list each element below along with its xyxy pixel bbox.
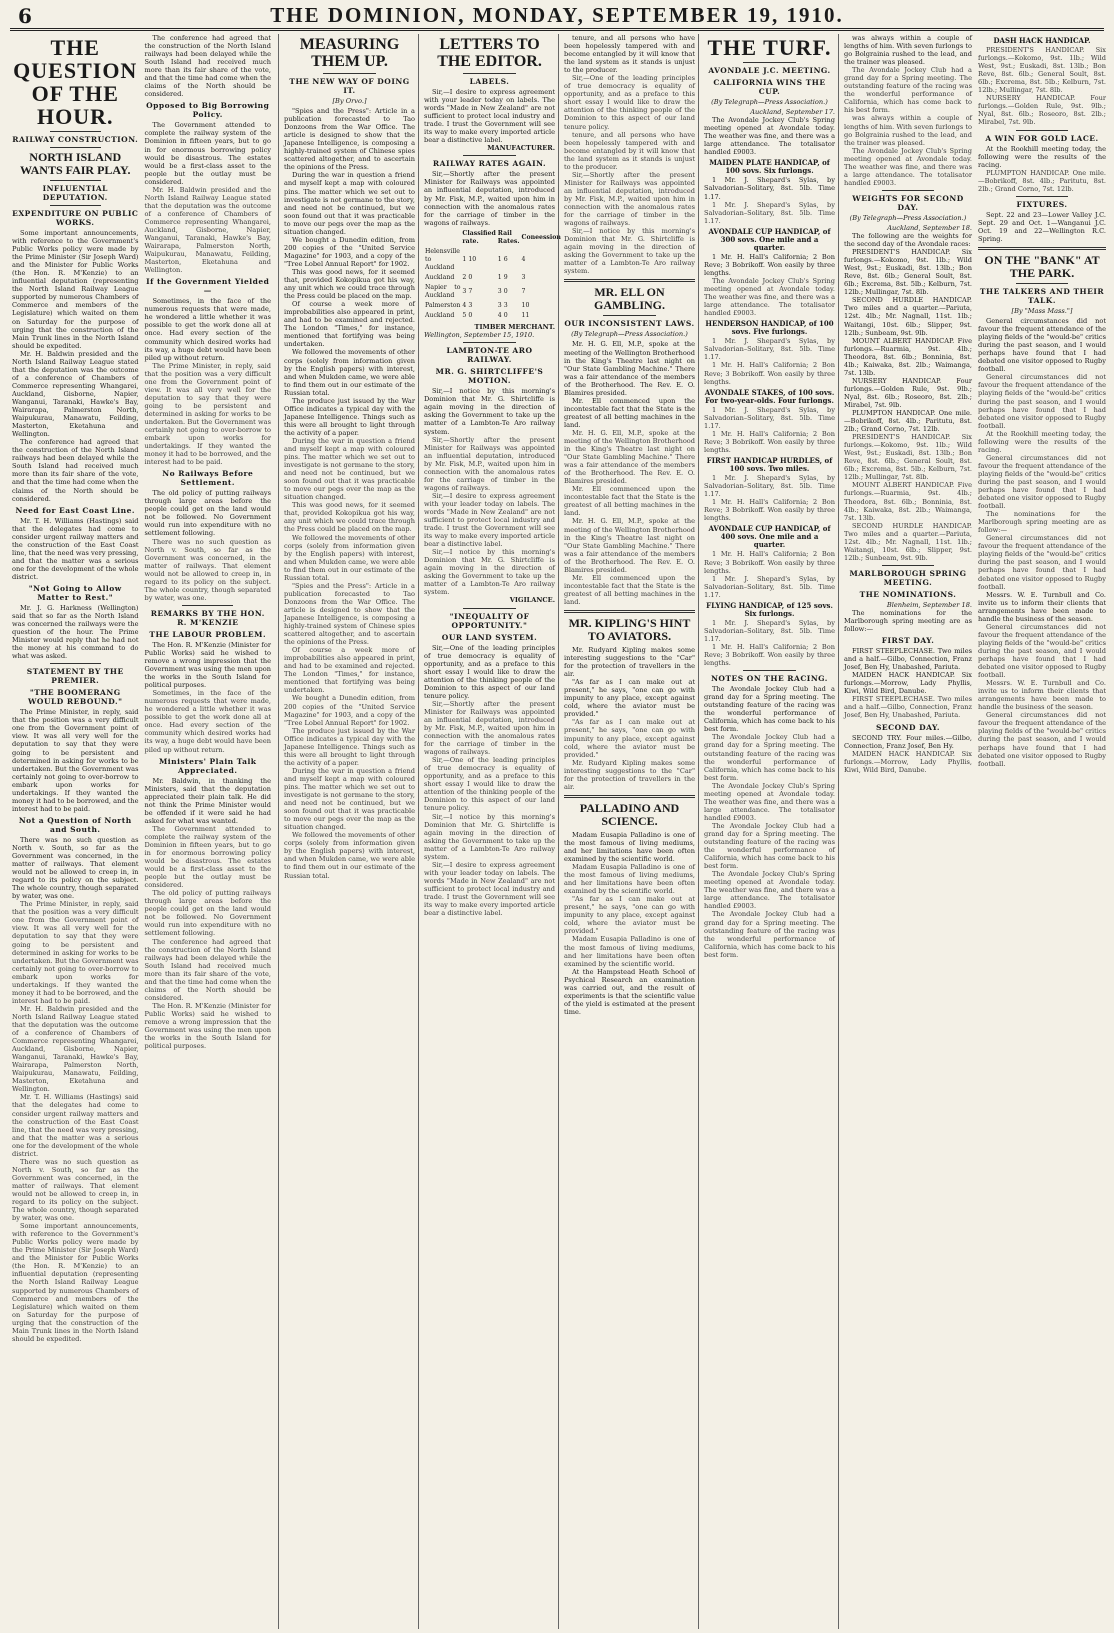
letter-signature: TIMBER MERCHANT. bbox=[474, 323, 555, 332]
column-racing-results bbox=[838, 34, 1106, 1629]
subhead-no-railways: No Railways Before Settlement. bbox=[162, 469, 254, 488]
race-entries: PLUMPTON HANDICAP. One mile.—Bobrikoff, 8st. 4lb.; Paritutu, 8st. 2lb.; Grand Corno, 7st. 12lb. bbox=[844, 409, 972, 434]
table-cell: Auckland bbox=[425, 273, 455, 281]
race-result: 1 Mr. H. Hall's California; 2 Bon Reve; 3 Bobrikoff. Won easily by three lengths. bbox=[704, 361, 835, 386]
article-paragraph: Sometimes, in the face of the numerous requests that were made, he wondered a little whether it was possible to get the work done all at once. Had every section of the community which desired works had its way, a huge debt would have been piled up without return. bbox=[144, 689, 271, 754]
table-cell: Helensville to Auckland bbox=[425, 247, 460, 271]
article-paragraph: General circumstances did not favour the frequent attendance of the playing fields of the "would-be" critics during the past season, and I would perhaps have found that I had debated one visitor opposed to Rugby football. bbox=[978, 453, 1106, 511]
race-heading: AVONDALE CUP HANDICAP, of 400 sovs. One mile and a quarter. bbox=[708, 524, 831, 550]
article-paragraph: At the Rookhill meeting today, the following were the results of the racing. bbox=[978, 144, 1106, 169]
subhead-avondale: AVONDALE J.C. MEETING. bbox=[708, 66, 831, 75]
article-paragraph: Mr. H. G. Ell, M.P., spoke at the meeting of the Wellington Brotherhood in the King's Theatre last night on "Our State Gambling Machine." There was a fair attendance of the members of the Brotherhood. The Rev. E. O. Blamires presided. bbox=[564, 517, 696, 574]
article-paragraph: The Avondale Jockey Club had a grand day for a Spring meeting. The outstanding feature of the racing was the wonderful performance of California, which has come back to his best form. bbox=[844, 66, 972, 115]
table-cell: Napier to Auckland bbox=[425, 283, 461, 300]
race-entries: MAIDEN HACK HANDICAP. Six furlongs.—Morrow, Lady Phyllis, Kiwi, Wild Bird, Danube. bbox=[844, 749, 972, 774]
race-heading: AVONDALE STAKES, of 100 sovs. For two-year-olds. Four furlongs. bbox=[704, 387, 835, 405]
table-header: Rail Rates. bbox=[497, 229, 520, 245]
article-paragraph: The Hon. R. M'Kenzie (Minister for Public Works) said he wished to remove a wrong impression that the Government was using the men upon the works in the South Island for political purposes. bbox=[144, 640, 271, 690]
subhead-yielded: If the Government Yielded— bbox=[146, 277, 270, 296]
article-paragraph: Madam Eusapia Palladino is one of the most famous of living mediums, and her limitations have been often examined by the scientific world. bbox=[564, 935, 695, 968]
article-paragraph: During the war in question a friend and myself kept a map with coloured pins. The matter which we set out to investigate is not germane to the story, and need not be continued, but we soon found out that it was practicable to move our pegs over the map as the situation changed. bbox=[284, 436, 415, 502]
article-paragraph: The following are the weights for the second day of the Avondale races: bbox=[844, 231, 972, 249]
article-paragraph: General circumstances did not favour the frequent attendance of the playing fields of the "would-be" critics during the past season, and I would perhaps have found that I had debated one visitor opposed to Rugby football. bbox=[978, 711, 1106, 768]
subhead-premier: STATEMENT BY THE PREMIER. bbox=[26, 667, 124, 686]
race-result: 1 Mr. J. Shepard's Sylas, by Salvadorian–Solitary, 8st. 5lb. Time 1.17. bbox=[704, 618, 835, 643]
article-paragraph: There was no such question as North v. South, so far as the Government was concerned, in the matter of railways. That element would not be allowed to creep in, in regard to its policy on the subject. The whole country, though separated by water, was one. bbox=[144, 537, 271, 602]
table-cell: 4 3 bbox=[462, 302, 473, 310]
race-result: 1 Mr. H. Hall's California; 2 Bon Reve; 3 Bobrikoff. Won easily by three lengths. bbox=[704, 643, 835, 668]
race-heading: MAIDEN PLATE HANDICAP, of 100 sovs. Six furlongs. bbox=[709, 158, 830, 176]
dateline: Auckland, September 18. bbox=[887, 223, 972, 232]
subhead-boomerang: "THE BOOMERANG WOULD REBOUND." bbox=[28, 688, 123, 707]
race-entries: FIRST STEEPLECHASE. Two miles and a half.—Gilbo, Connection, Franz Josef, Ben Hy, Unabashed, Pariuta. bbox=[844, 695, 972, 720]
letter-paragraph: tenure, and all persons who have been hopelessly tampered with and become entangled by it will know that the land system as it stands is unjust to the producer. bbox=[564, 130, 695, 171]
subhead-deputation: INFLUENTIAL DEPUTATION. bbox=[42, 184, 108, 202]
subhead-north-south: Not a Question of North and South. bbox=[18, 815, 132, 834]
table-cell: Auckland bbox=[425, 312, 455, 320]
byline: [By "Mass Mass."] bbox=[1011, 306, 1073, 315]
subhead-not-allow: "Not Going to Allow Matter to Rest." bbox=[28, 583, 122, 602]
table-header: Coneession bbox=[521, 233, 561, 241]
article-paragraph: We followed the movements of other corps (solely from information given by the English papers) with interest, and when Mukden came, we were able to find them out in our estimate of the Russian total. bbox=[284, 348, 415, 397]
article-paragraph: Madam Eusapia Palladino is one of the most famous of living mediums, and her limitations have been often examined by the scientific world. bbox=[564, 830, 695, 863]
race-entries: PLUMPTON HANDICAP. One mile.—Bobrikoff, 8st. 4lb.; Paritutu, 8st. 2lb.; Grand Corno, 7st. 12lb. bbox=[978, 168, 1106, 193]
race-entries: MOUNT ALBERT HANDICAP. Five furlongs.—Ruarmia, 9st. 4lb.; Theodora, 8st. 6lb.; Bonninia, 8st. 4lb.; Kaiwaka, 8st. 2lb.; Waimanga, 7st. 13lb. bbox=[844, 481, 972, 522]
article-paragraph: General circumstances did not favour the frequent attendance of the playing fields of the "would-be" critics during the past season, and I would perhaps have found that I had debated one visitor opposed to Rugby football. bbox=[978, 622, 1106, 680]
fixtures-list: Sept. 22 and 23—Lower Valley J.C. Sept. 29 and Oct. 1—Wanganui J.C. Oct. 19 and 22—Wellington R.C. Spring. bbox=[978, 210, 1106, 243]
article-paragraph: Mr. Rudyard Kipling makes some interesting suggestions to the "Car" for the protection of travellers in the air. bbox=[564, 646, 695, 679]
subhead-expenditure: EXPENDITURE ON PUBLIC WORKS. bbox=[12, 209, 139, 227]
table-cell: 4 0 bbox=[497, 312, 508, 320]
race-result: 1 Mr. H. Hall's California; 2 Bon Reve; 3 Bobrikoff. Won easily by three lengths. bbox=[704, 429, 835, 454]
article-paragraph: The conference had agreed that the construction of the North Island railways had been delayed while the South Island had received much more than its fair share of the vote, and that the time had come when the claims of the North should be considered. bbox=[144, 34, 271, 99]
article-paragraph: There was no such question as North v. South, so far as the Government was concerned, in the matter of railways. That element would not be allowed to creep in, in regard to its policy on the subject. The whole country, though separated by water, was one. bbox=[12, 835, 139, 901]
subhead-gold-lace: A WIN FOR GOLD LACE. bbox=[985, 133, 1099, 143]
race-result: 1 Mr. J. Shepard's Sylas, by Salvadorian–Solitary, 8st. 5lb. Time 1.17. bbox=[704, 200, 835, 225]
table-header: Classified rate. bbox=[462, 229, 496, 245]
article-paragraph: Messrs. W. E. Turnbull and Co. invite us to inform their clients that arrangements have been made to handle the business of the season. bbox=[978, 679, 1106, 712]
article-paragraph: was always within a couple of lengths of him. With seven furlongs to go Bolgrainia rushed to the lead, and the trainer was pleased. bbox=[844, 34, 972, 67]
column-turf bbox=[698, 34, 835, 1629]
subhead-labels: LABELS. bbox=[469, 77, 510, 86]
headline-question-of-hour: THE QUESTION OF THE HOUR. bbox=[13, 35, 138, 129]
byline: [By Orvo.] bbox=[332, 97, 367, 105]
article-paragraph: The Prime Minister, in reply, said that the position was a very difficult one from the Government point of view. It was all very well for the deputation to say that they were going to be persistent and determined in asking for works to be undertaken. But the Government was certainly not going to over-borrow to embark upon works for undertakings. If they wanted the money it had to be borrowed, and the interest had to be paid. bbox=[12, 900, 139, 1005]
subhead-borrowing: Opposed to Big Borrowing Policy. bbox=[146, 101, 270, 120]
letter-paragraph: Sir,—Shortly after the present Minister for Railways was appointed an influential deputation, introduced by Mr. Fisk, M.P., waited upon him in connection with the anomalous rates for the carriage of timber in the wagons of railways. bbox=[424, 170, 555, 227]
article-paragraph: Mr. H. G. Ell, M.P., spoke at the meeting of the Wellington Brotherhood in the King's Theatre last night on "Our State Gambling Machine." There was a fair attendance of the members of the Brotherhood. The Rev. E. O. Blamires presided. bbox=[564, 340, 696, 397]
article-paragraph: The Avondale Jockey Club's Spring meeting opened at Avondale today. The weather was fine, and there was a large attendance. The totalisator handled £9003. bbox=[844, 146, 972, 187]
race-entries: NURSERY HANDICAP. Four furlongs.—Golden Rule, 9st. 9lb.; Nyal, 8st. 6lb.; Roseoro, 8st. 2lb.; Mirabel, 7st. 9lb. bbox=[844, 376, 972, 409]
article-paragraph: During the war in question a friend and myself kept a map with coloured pins. The matter which we set out to investigate is not germane to the story, and need not be continued, but we soon found out that it was practicable to move our pegs over the map as the situation changed. bbox=[284, 766, 415, 832]
subhead-fixtures: FIXTURES. bbox=[1016, 199, 1068, 209]
table-row bbox=[424, 247, 562, 273]
byline: (By Telegraph—Press Association.) bbox=[571, 330, 688, 339]
masthead-title: THE DOMINION, MONDAY, SEPTEMBER 19, 1910. bbox=[270, 3, 844, 27]
article-paragraph: The Avondale Jockey Club's Spring meeting opened at Avondale today. The weather was fine, and there was a large attendance. The totalisator handled £9003. bbox=[704, 116, 835, 157]
article-paragraph: There was no such question as North v. South, so far as the Government was concerned, in the matter of railways. That element would not be allowed to creep in, in regard to its policy on the subject. The whole country, though separated by water, was one. bbox=[12, 1157, 139, 1223]
article-paragraph: "Spies and the Press": Article in a publication forecasted to Tao Donzoons from the War Office. The article is designed to show that the Japanese Intelligence, is composing a highly-trained system of Chinese spies scattered altogether, and to ascertain the opinions of the Press. bbox=[284, 107, 415, 172]
article-paragraph: Of course a week more of improbabilities also appeared in print, and had to be examined and rejected. The London "Times," for instance, mentioned that fortifying was being undertaken. bbox=[284, 300, 415, 349]
race-entries: MAIDEN HACK HANDICAP. Six furlongs.—Morrow, Lady Phyllis, Kiwi, Wild Bird, Danube. bbox=[844, 671, 972, 696]
subhead-talkers: THE TALKERS AND THEIR TALK. bbox=[979, 286, 1105, 305]
article-paragraph: General circumstances did not favour the frequent attendance of the playing fields of the "would-be" critics during the past season, and I would perhaps have found that I had debated one visitor opposed to Rugby football. bbox=[978, 373, 1106, 430]
column-gambling bbox=[558, 34, 695, 1629]
race-result: 1 Mr. J. Shepard's Sylas, by Salvadorian–Solitary, 8st. 5lb. Time 1.17. bbox=[704, 405, 835, 430]
race-result: 1 Mr. J. Shepard's Sylas, by Salvadorian–Solitary, 8st. 5lb. Time 1.17. bbox=[704, 474, 835, 499]
article-paragraph: Mr. H. Baldwin presided and the North Island Railway League stated that the deputation was the outcome of a conference of Chambers of Commerce representing Whangarei, Auckland, Gisborne, Napier, Wanganui, Taranaki, Hawke's Bay, Wairarapa, Palmerston North, Waipukurau, Manawatu, Feilding, Masterton, Eketahuna and Wellington. bbox=[12, 349, 139, 439]
dateline: Auckland, September 17. bbox=[750, 108, 835, 117]
race-heading: DASH HACK HANDICAP. bbox=[993, 36, 1091, 45]
article-paragraph: Mr. J. G. Harkness (Wellington) said that so far as the North Island was concerned the railways were the question of the hour. The Prime Minister would reply that he had not the money at his command to do what was asked. bbox=[12, 603, 139, 661]
page-number: 6 bbox=[18, 4, 32, 28]
masthead bbox=[10, 2, 1104, 31]
table-cell: 1 6 bbox=[497, 255, 508, 263]
headline-turf: THE TURF. bbox=[707, 35, 832, 60]
byline: (By Telegraph—Press Association.) bbox=[849, 213, 967, 222]
article-paragraph: Of course a week more of improbabilities also appeared in print, and had to be examined and rejected. The London "Times," for instance, mentioned that fortifying was being undertaken. bbox=[284, 646, 415, 695]
article-paragraph: This was good news, for it seemed that, provided Kokopikua got his way, any unit which we could trace through the Press could be placed on the map. bbox=[284, 267, 415, 301]
article-paragraph: The conference had agreed that the construction of the North Island railways had been delayed while the South Island had received much more than its fair share of the vote, and that the time had come when the claims of the North should be considered. bbox=[144, 937, 271, 1002]
subhead-first-day: FIRST DAY. bbox=[881, 636, 935, 646]
letter-paragraph: Sir,—I desire to express agreement with your leader today on labels. The words "Made in New Zealand" are not sufficient to protect local industry and trade. I trust the Government will see its way to make every imported article bear a distinctive label. bbox=[424, 88, 555, 145]
subhead-shirtcliffe: MR. G. SHIRTCLIFFE'S MOTION. bbox=[435, 367, 544, 386]
article-paragraph: Mr. Ell commenced upon the incontestable fact that the State is the greatest of all betting machines in the land. bbox=[564, 485, 695, 518]
article-paragraph: Mr. Rudyard Kipling makes some interesting suggestions to the "Car" for the protection of travellers in the air. bbox=[564, 758, 695, 791]
letter-paragraph: Sir,—Shortly after the present Minister for Railways was appointed an influential deputation, introduced by Mr. Fisk, M.P., waited upon him in connection with the anomalous rates for the carriage of timber in the wagons of railways. bbox=[424, 435, 555, 492]
race-entries: NURSERY HANDICAP. Four furlongs.—Golden Rule, 9st. 9lb.; Nyal, 8st. 6lb.; Roseoro, 8st. 2lb.; Mirabel, 7st. 9lb. bbox=[978, 94, 1106, 127]
article-paragraph: The Prime Minister, in reply, said that the position was a very difficult one from the Government point of view. It was all very well for the deputation to say that they were going to be persistent and determined in asking for works to be undertaken. But the Government was certainly not going to over-borrow to embark upon works for undertakings. If they wanted the money it had to be borrowed, and the interest had to be paid. bbox=[144, 361, 271, 467]
table-cell: 3 bbox=[521, 273, 526, 281]
table-cell: 10 bbox=[521, 302, 530, 310]
subhead-california: CALIFORNIA WINS THE CUP. bbox=[713, 78, 826, 96]
race-heading: FIRST HANDICAP HURDLES, of 100 sovs. Two miles. bbox=[706, 455, 833, 474]
rates-table bbox=[424, 229, 562, 321]
letter-paragraph: Sir,—Shortly after the present Minister for Railways was appointed an influential deputation, introduced by Mr. Fisk, M.P., waited upon him in connection with the anomalous rates for the carriage of timber in the wagons of railways. bbox=[424, 699, 555, 757]
subcolumn-right bbox=[145, 34, 272, 1343]
article-paragraph: The Hon. R. M'Kenzie (Minister for Public Works) said he wished to remove a wrong impression that the Government was using the men upon the works in the South Island for political purposes. bbox=[144, 1001, 271, 1051]
article-paragraph: Mr. Ell commenced upon the incontestable fact that the State is the greatest of all betting machines in the land. bbox=[564, 396, 695, 429]
letter-paragraph: Sir,—I desire to express agreement with your leader today on labels. The words "Made in New Zealand" are not sufficient to protect local industry and trade. I trust the Government will see its way to make every imported article bear a distinctive label. bbox=[424, 860, 555, 918]
subcolumn-right bbox=[978, 34, 1106, 774]
table-cell: 4 bbox=[521, 255, 526, 263]
article-paragraph: Mr. Baldwin, in thanking the Ministers, said that the deputation appreciated their plain talk. He did not think the Prime Minister would be offended if it were said he had asked for what was wanted. bbox=[144, 776, 271, 825]
article-paragraph: The Avondale Jockey Club's Spring meeting opened at Avondale today. The weather was fine, and there was a large attendance. The totalisator handled £9003. bbox=[704, 870, 835, 911]
race-entries: PRESIDENT'S HANDICAP. Six furlongs.—Kokomo, 9st. 1lb.; Wild West, 9st.; Euskadi, 8st. 13lb.; Bon Reve, 8st. 6lb.; General Soult, 8st. 6lb.; Excrema, 8st. 5lb.; Kelburn, 7st. 12lb.; Mullingar, 7st. 8lb. bbox=[844, 248, 972, 297]
subhead-railway-construction: RAILWAY CONSTRUCTION. bbox=[12, 135, 139, 144]
article-paragraph: Mr. H. G. Ell, M.P., spoke at the meeting of the Wellington Brotherhood in the King's Theatre last night on "Our State Gambling Machine." There was a fair attendance of the members of the Brotherhood. The Rev. E. O. Blamires presided. bbox=[564, 428, 696, 486]
headline-ell-gambling: MR. ELL ON GAMBLING. bbox=[593, 285, 665, 313]
letter-paragraph: Sir,—I notice by this morning's Dominion that Mr. G. Shirtcliffe is again moving in the direction of asking the Government to take up the matter of a Lambton-Te Aro railway system. bbox=[424, 812, 555, 861]
article-paragraph: The Avondale Jockey Club's Spring meeting opened at Avondale today. The weather was fine, and there was a large attendance. The totalisator handled £9003. bbox=[704, 781, 835, 822]
article-paragraph: The Avondale Jockey Club had a grand day for a Spring meeting. The outstanding feature of the racing was the wonderful performance of California, which has come back to his best form. bbox=[704, 685, 835, 734]
table-cell: 5 0 bbox=[462, 312, 473, 320]
letter-paragraph: tenure, and all persons who have been hopelessly tampered with and become entangled by it will know that the land system as it stands is unjust to the producer. bbox=[564, 34, 695, 75]
article-paragraph: Mr. H. Baldwin presided and the North Island Railway League stated that the deputation was the outcome of a conference of Chambers of Commerce representing Whangarei, Auckland, Gisborne, Napier, Wanganui, Taranaki, Hawke's Bay, Wairarapa, Palmerston North, Waipukurau, Manawatu, Feilding, Masterton, Eketahuna and Wellington. bbox=[144, 185, 271, 275]
article-paragraph: "As far as I can make out at present," he says, "one can go with impunity to any place, except against cold, where the aviator must be provided." bbox=[564, 895, 695, 936]
article-paragraph: "As far as I can make out at present," he says, "one can go with impunity to any place, except against cold, where the aviator must be provided." bbox=[564, 718, 695, 759]
table-cell: 11 bbox=[521, 312, 530, 320]
table-cell: 3 0 bbox=[497, 288, 508, 295]
dateline: Blenheim, September 18. bbox=[886, 600, 972, 609]
article-paragraph: The conference had agreed that the construction of the North Island railways had been delayed while the South Island had received much more than its fair share of the vote, and that the time had come when the claims of the North should be considered. bbox=[12, 438, 139, 503]
article-paragraph: The old policy of putting railways through large areas before the people could get on the land would not be followed. No Government would run into expenditure with no settlement following. bbox=[144, 889, 271, 938]
headline-measuring: MEASURING THEM UP. bbox=[299, 36, 400, 70]
article-paragraph: Mr. T. H. Williams (Hastings) said that the delegates had come to consider urgent railway matters and the construction of the East Coast line, that the need was very pressing, and that the matter was a serious one for the development of the whole district. bbox=[12, 516, 139, 581]
article-paragraph: We bought a Dunedin edition, from 200 copies of the "United Service Magazine" for 1903, and a copy of the "Tree Lobel Annual Report" for 1902. bbox=[284, 235, 415, 268]
article-paragraph: "Spies and the Press": Article in a publication forecasted to Tao Donzoons from the War Office. The article is designed to show that the Japanese Intelligence, is composing a highly-trained system of Chinese spies scattered altogether, and to ascertain the opinions of the Press. bbox=[284, 581, 415, 647]
table-row bbox=[424, 273, 562, 283]
table-cell: 3 3 bbox=[497, 302, 508, 310]
column-railways bbox=[12, 34, 271, 1629]
article-paragraph: was always within a couple of lengths of him. With seven furlongs to go Bolgrainia rushed to the lead, and the trainer was pleased. bbox=[844, 114, 972, 147]
article-paragraph: The Avondale Jockey Club had a grand day for a Spring meeting. The outstanding feature of the racing was the wonderful performance of California, which has come back to his best form. bbox=[704, 733, 835, 782]
race-entries: PRESIDENT'S HANDICAP. Six furlongs.—Kokomo, 9st. 1lb.; Wild West, 9st.; Euskadi, 8st. 13lb.; Bon Reve, 8st. 6lb.; General Soult, 8st. 6lb.; Excrema, 8st. 5lb.; Kelburn, 7st. 12lb.; Mullingar, 7st. 8lb. bbox=[844, 433, 972, 482]
article-paragraph: The old policy of putting railways through large areas before the people could get on the land would not be followed. No Government would run into expenditure with no settlement following. bbox=[144, 489, 271, 538]
article-paragraph: "As far as I can make out at present," he says, "one can go with impunity to any place, except against cold, where the aviator must be provided." bbox=[564, 678, 695, 719]
table-cell: 7 bbox=[521, 288, 526, 295]
race-entries: SECOND TRY. Four miles.—Gilbo, Connection, Franz Josef, Ben Hy. bbox=[844, 733, 972, 750]
subhead-weights: WEIGHTS FOR SECOND DAY. bbox=[852, 193, 964, 212]
race-result: 1 Mr. J. Shepard's Sylas, by Salvadorian–Solitary, 8st. 5lb. Time 1.17. bbox=[704, 176, 835, 201]
letter-paragraph: Sir,—I desire to express agreement with your leader today on labels. The words "Made in New Zealand" are not sufficient to protect local industry and trade. I trust the Government will see its way to make every imported article bear a distinctive label. bbox=[424, 491, 555, 549]
race-heading: FLYING HANDICAP, of 125 sovs. Six furlongs. bbox=[706, 600, 833, 618]
article-paragraph: The Prime Minister, in reply, said that the position was a very difficult one from the Government point of view. It was all very well for the deputation to say that they were going to be persistent and determined in asking for works to be undertaken. But the Government was certainly not going to over-borrow to embark upon works for undertakings. If they wanted the money it had to be borrowed, and the interest had to be paid. bbox=[12, 708, 139, 813]
letter-paragraph: Sir,—I notice by this morning's Dominion that Mr. G. Shirtcliffe is again moving in the direction of asking the Government to take up the matter of a Lambton-Te Aro railway system. bbox=[564, 227, 695, 276]
race-entries: SECOND HURDLE HANDICAP. Two miles and a quarter.—Pariuta, 12st. 4lb.; Mr. Nagnall, 11st. 1lb.; Waitangi, 10st. 6lb.; Slipper, 9st. 12lb.; Sunbeam, 9st. 9lb. bbox=[844, 296, 972, 337]
subhead-marlborough: MARLBOROUGH SPRING MEETING. bbox=[849, 568, 967, 587]
column-measuring bbox=[278, 34, 415, 1629]
subhead-plain-talk: Ministers' Plain Talk Appreciated. bbox=[158, 756, 257, 775]
letter-paragraph: Sir,—One of the leading principles of true democracy is equality of opportunity, and as a preface to this short essay I would like to draw the attention of the thinking people of the Dominion to this aspect of our land tenure policy. bbox=[424, 756, 555, 813]
article-paragraph: Messrs. W. E. Turnbull and Co. invite us to inform their clients that arrangements have been made to handle the business of the season. bbox=[978, 590, 1106, 623]
subhead-labour: THE LABOUR PROBLEM. bbox=[149, 629, 267, 639]
column-letters bbox=[418, 34, 561, 1629]
article-paragraph: The nominations for the Marlborough spring meeting are as follow:— bbox=[978, 510, 1106, 535]
table-row bbox=[424, 283, 562, 301]
race-result: The Avondale Jockey Club's Spring meeting opened at Avondale today. The weather was fine, and there was a large attendance. The totalisator handled £9003. bbox=[704, 276, 835, 318]
letter-signature: MANUFACTURER. bbox=[487, 144, 555, 153]
table-cell: 3 7 bbox=[462, 288, 473, 295]
article-paragraph: The Avondale Jockey Club had a grand day for a Spring meeting. The outstanding feature of the racing was the wonderful performance of California, which has come back to his best form. bbox=[704, 821, 835, 871]
article-paragraph: The produce just issued by the War Office indicates a typical day with the Japanese Intelligence. Things such as this were all brought to light through the activity of a paper. bbox=[284, 396, 415, 437]
article-paragraph: At the Hampstead Heath School of Psychical Research an examination was carried out, and the result of experiments is that the scientific value of the yield is estimated at the present time. bbox=[564, 967, 695, 1016]
article-paragraph: Mr. T. H. Williams (Hastings) said that the delegates had come to consider urgent railway matters and the construction of the East Coast line, that the need was very pressing, and that the matter was a serious one for the development of the whole district. bbox=[12, 1093, 139, 1158]
subhead-railway-rates: RAILWAY RATES AGAIN. bbox=[432, 159, 547, 169]
article-paragraph: General circumstances did not favour the frequent attendance of the playing fields of the "would-be" critics during the past season, and I would perhaps have found that I had debated one visitor opposed to Rugby football. bbox=[978, 534, 1106, 591]
article-paragraph: We bought a Dunedin edition, from 200 copies of the "United Service Magazine" for 1903, and a copy of the "Tree Lobel Annual Report" for 1902. bbox=[284, 694, 415, 727]
article-paragraph: General circumstances did not favour the frequent attendance of the playing fields of the "would-be" critics during the past season, and I would perhaps have found that I had debated one visitor opposed to Rugby football. bbox=[978, 317, 1106, 374]
subhead-new-way: THE NEW WAY OF DOING IT. bbox=[289, 77, 410, 95]
race-result: 1 Mr. J. Shepard's Sylas, by Salvadorian–Solitary, 8st. 5lb. Time 1.17. bbox=[704, 337, 835, 362]
letter-paragraph: Sir,—Shortly after the present Minister for Railways was appointed an influential deputation, introduced by Mr. Fisk, M.P., waited upon him in connection with the anomalous rates for the carriage of timber in the wagons of railways. bbox=[564, 170, 695, 228]
headline-palladino: PALLADINO AND SCIENCE. bbox=[579, 800, 680, 828]
article-paragraph: Mr. H. Baldwin presided and the North Island Railway League stated that the deputation was the outcome of a conference of Chambers of Commerce representing Whangarei, Auckland, Gisborne, Napier, Wanganui, Taranaki, Hawke's Bay, Wairarapa, Palmerston North, Waipukurau, Manawatu, Feilding, Masterton, Eketahuna and Wellington. bbox=[12, 1004, 139, 1094]
table-row bbox=[424, 301, 562, 311]
article-paragraph: During the war in question a friend and myself kept a map with coloured pins. The matter which we set out to investigate is not germane to the story, and need not be continued, but we soon found out that it was practicable to move our pegs over the map as the situation changed. bbox=[284, 171, 415, 236]
headline-north-island: NORTH ISLAND WANTS FAIR PLAY. bbox=[19, 150, 131, 177]
race-entries: PRESIDENT'S HANDICAP. Six furlongs.—Kokomo, 9st. 1lb.; Wild West, 9st.; Euskadi, 8st. 13lb.; Bon Reve, 8st. 6lb.; General Soult, 8st. 6lb.; Excrema, 8st. 5lb.; Kelburn, 7st. 12lb.; Mullingar, 7st. 8lb. bbox=[978, 46, 1106, 95]
article-paragraph: This was good news, for it seemed that, provided Kokopikua got his way, any unit which we could trace through the Press could be placed on the map. bbox=[284, 501, 415, 534]
race-heading: AVONDALE CUP HANDICAP, of 300 sovs. One mile and a quarter. bbox=[708, 226, 831, 252]
article-paragraph: Some important announcements, with reference to the Government's Public Works policy were made by the Prime Minister (Sir Joseph Ward) and the Minister for Public Works (the Hon. R. M'Kenzie) to an influential deputation (representing the North Island Railway League supported by numerous Chambers of Commerce and members of the Legislature) which waited on them on Saturday for the purpose of urging that the construction of the Main Trunk lines in the North Island should be expedited. bbox=[12, 1222, 139, 1343]
article-paragraph: The Avondale Jockey Club had a grand day for a Spring meeting. The outstanding feature of the racing was the wonderful performance of California, which has come back to his best form. bbox=[704, 910, 835, 959]
headline-letters: LETTERS TO THE EDITOR. bbox=[437, 36, 542, 70]
race-heading: HENDERSON HANDICAP, of 100 sovs. Five furlongs. bbox=[705, 319, 834, 337]
race-result: 1 Mr. H. Hall's California; 2 Bon Reve; 3 Bobrikoff. Won easily by three lengths. bbox=[704, 252, 835, 277]
article-paragraph: The nominations for the Marlborough spring meeting are as follow:— bbox=[844, 608, 972, 634]
subhead-inconsistent-laws: OUR INCONSISTENT LAWS. bbox=[564, 319, 695, 329]
table-row bbox=[424, 311, 562, 321]
race-result: 1 Mr. H. Hall's California; 2 Bon Reve; 3 Bobrikoff. Won easily by three lengths. bbox=[704, 498, 835, 523]
headline-bank: ON THE "BANK" AT THE PARK. bbox=[984, 252, 1100, 280]
subcolumn-left bbox=[844, 34, 972, 774]
letter-signature: VIGILANCE. bbox=[509, 596, 555, 605]
article-paragraph: We followed the movements of other corps (solely from information given by the English papers) with interest, and when Mukden came, we were able to find them out in our estimate of the Russian total. bbox=[284, 831, 415, 880]
article-paragraph: Some important announcements, with reference to the Government's Public Works policy were made by the Prime Minister (Sir Joseph Ward) and the Minister for Public Works (the Hon. R. M'Kenzie) to an influential deputation (representing the North Island Railway League supported by numerous Chambers of Commerce and members of the Legislature) which waited on them on Saturday for the purpose of urging that the construction of the Main Trunk lines in the North Island should be expedited. bbox=[12, 229, 139, 350]
subhead-notes: NOTES ON THE RACING. bbox=[711, 674, 828, 684]
article-paragraph: The Government attended to complete the railway system of the Dominion in fifteen years, but to go in for enormous borrowing policy would be disastrous. The estates would be a first-class asset to the people but the outlay must be considered. bbox=[144, 824, 271, 890]
article-paragraph: Sometimes, in the face of the numerous requests that were made, he wondered a little whether it was possible to get the work done all at once. Had every section of the community which desired works had its way, a huge debt would have been piled up without return. bbox=[144, 297, 271, 362]
article-paragraph: Madam Eusapia Palladino is one of the most famous of living mediums, and her limitations have been often examined by the scientific world. bbox=[564, 863, 695, 896]
table-cell: Palmerston bbox=[425, 302, 461, 310]
subcolumn-left bbox=[12, 34, 139, 1343]
article-paragraph: At the Rookhill meeting today, the following were the results of the racing. bbox=[978, 429, 1106, 454]
subhead-lambton: LAMBTON-TE ARO RAILWAY. bbox=[446, 346, 533, 365]
subhead-nominations: THE NOMINATIONS. bbox=[859, 589, 957, 599]
letter-paragraph: Sir,—I notice by this morning's Dominion that Mr. G. Shirtcliffe is again moving in the direction of asking the Government to take up the matter of a Lambton-Te Aro railway system. bbox=[424, 387, 555, 436]
letter-paragraph: Sir,—One of the leading principles of true democracy is equality of opportunity, and as a preface to this short essay I would like to draw the attention of the thinking people of the Dominion to this aspect of our land tenure policy. bbox=[564, 74, 695, 131]
race-entries: SECOND HURDLE HANDICAP. Two miles and a quarter.—Pariuta, 12st. 4lb.; Mr. Nagnall, 11st. 1lb.; Waitangi, 10st. 6lb.; Slipper, 9st. 12lb.; Sunbeam, 9st. 9lb. bbox=[844, 521, 972, 562]
subhead-land-system: OUR LAND SYSTEM. bbox=[441, 632, 538, 642]
letter-paragraph: Sir,—I notice by this morning's Dominion that Mr. G. Shirtcliffe is again moving in the direction of asking the Government to take up the matter of a Lambton-Te Aro railway system. bbox=[424, 548, 555, 597]
article-paragraph: Mr. Ell commenced upon the incontestable fact that the State is the greatest of all betting machines in the land. bbox=[564, 573, 695, 606]
table-cell: 1 9 bbox=[497, 273, 508, 281]
subhead-mkenzie: REMARKS BY THE HON. R. M'KENZIE bbox=[150, 608, 265, 627]
table-cell: 1 10 bbox=[462, 255, 477, 263]
article-paragraph: The Government attended to complete the railway system of the Dominion in fifteen years, but to go in for enormous borrowing policy would be disastrous. The estates would be a first-class asset to the people but the outlay must be considered. bbox=[144, 121, 271, 186]
article-paragraph: We followed the movements of other corps (solely from information given by the English papers) with interest, and when Mukden came, we were able to find them out in our estimate of the Russian total. bbox=[284, 533, 415, 582]
headline-kipling: MR. KIPLING'S HINT TO AVIATORS. bbox=[568, 616, 691, 643]
letter-paragraph: Sir,—One of the leading principles of true democracy is equality of opportunity, and as a preface to this short essay I would like to draw the attention of the thinking people of the Dominion to this aspect of our land tenure policy. bbox=[424, 643, 555, 700]
table-cell: 2 0 bbox=[462, 273, 473, 281]
race-result: 1 Mr. H. Hall's California; 2 Bon Reve; 3 Bobrikoff. Won easily by three lengths. bbox=[704, 550, 835, 575]
subhead-east-coast: Need for East Coast Line. bbox=[15, 505, 135, 515]
article-paragraph: The produce just issued by the War Office indicates a typical day with the Japanese Intelligence. Things such as this were all brought to light through the activity of a paper. bbox=[284, 726, 415, 767]
subhead-second-day: SECOND DAY. bbox=[875, 722, 941, 732]
byline: (By Telegraph—Press Association.) bbox=[711, 98, 828, 106]
letter-date: Wellington, September 15, 1910. bbox=[424, 331, 535, 340]
subhead-inequality: "INEQUALITY OF OPPORTUNITY." bbox=[449, 611, 530, 630]
race-entries: MOUNT ALBERT HANDICAP. Five furlongs.—Ruarmia, 9st. 4lb.; Theodora, 8st. 6lb.; Bonninia, 8st. 4lb.; Kaiwaka, 8st. 2lb.; Waimanga, 7st. 13lb. bbox=[844, 336, 972, 377]
race-entries: FIRST STEEPLECHASE. Two miles and a half.—Gilbo, Connection, Franz Josef, Ben Hy, Unabashed, Pariuta. bbox=[844, 647, 972, 672]
race-result: 1 Mr. J. Shepard's Sylas, by Salvadorian–Solitary, 8st. 5lb. Time 1.17. bbox=[704, 574, 835, 599]
